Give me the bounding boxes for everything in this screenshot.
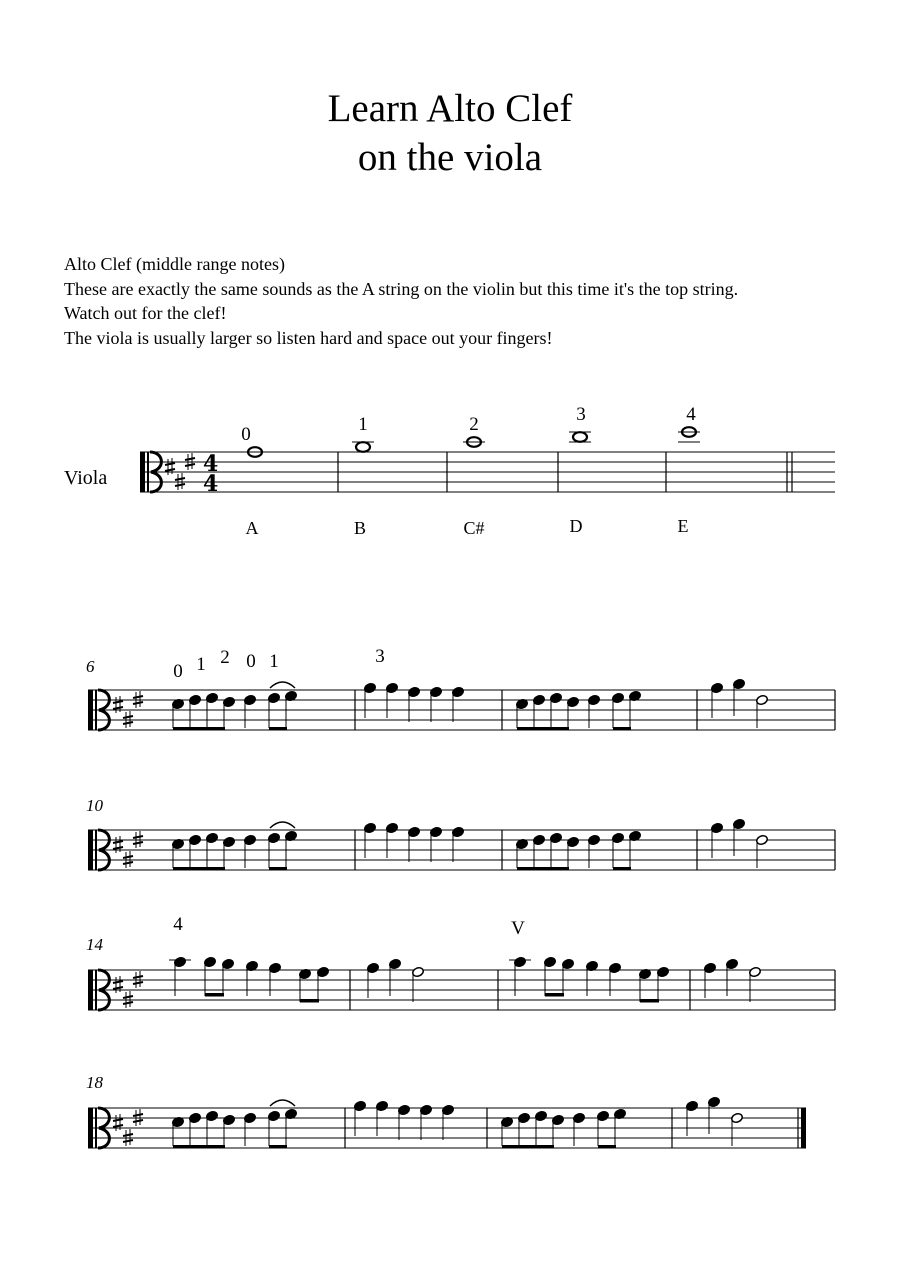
beam	[173, 1145, 225, 1149]
sharp-sign	[113, 847, 123, 849]
sharp-sign	[185, 464, 195, 466]
final-barline	[801, 1108, 806, 1148]
sharp-sign	[133, 982, 143, 984]
alto-clef-bar	[88, 1108, 93, 1148]
fingering-number: 3	[576, 404, 586, 425]
beam	[613, 867, 631, 871]
fingering-number: 0	[241, 424, 251, 445]
sharp-sign	[123, 996, 133, 998]
sharp-sign	[133, 696, 143, 698]
beam	[173, 867, 225, 871]
beam	[613, 727, 631, 731]
sharp-sign	[113, 841, 123, 843]
fingering-number: 3	[375, 646, 385, 667]
sharp-sign	[133, 1114, 143, 1116]
alto-clef-bar	[140, 452, 145, 492]
fingering-number: 0	[246, 651, 256, 672]
alto-clef-bar	[88, 970, 93, 1010]
fingering-number: 1	[269, 651, 279, 672]
sharp-sign	[133, 976, 143, 978]
sharp-sign	[185, 458, 195, 460]
alto-clef-bar	[88, 690, 93, 730]
measure-number: 18	[86, 1073, 103, 1092]
beam	[205, 993, 224, 997]
sharp-sign	[133, 1120, 143, 1122]
measure-number: 10	[86, 796, 103, 815]
beam	[502, 1145, 554, 1149]
alto-clef-bar	[147, 452, 149, 492]
note-name: A	[245, 518, 259, 538]
up-bow-mark: V	[511, 918, 525, 939]
time-sig-bottom: 4	[203, 471, 219, 497]
whole-note	[573, 432, 587, 442]
title-line-1: Learn Alto Clef	[327, 87, 573, 130]
fingering-number: 1	[358, 414, 368, 435]
fingering-number: 4	[686, 404, 696, 425]
measure-number: 14	[86, 935, 103, 954]
beam	[269, 1145, 287, 1149]
sharp-sign	[165, 469, 175, 471]
sharp-sign	[123, 856, 133, 858]
beam	[269, 727, 287, 731]
fingering-number: 4	[173, 914, 183, 935]
sharp-sign	[133, 842, 143, 844]
instrument-label: Viola	[64, 467, 108, 489]
slur	[270, 1100, 295, 1106]
measure-number: 6	[86, 657, 95, 676]
beam	[545, 993, 564, 997]
fingering-number: 2	[469, 414, 479, 435]
intro-line: The viola is usually larger so listen hard and space out your fingers!	[64, 327, 553, 348]
alto-clef-bar	[95, 830, 97, 870]
slur	[270, 682, 295, 688]
fingering-number: 1	[196, 654, 206, 675]
sharp-sign	[123, 1140, 133, 1142]
beam	[173, 727, 225, 731]
time-sig-top: 4	[203, 451, 219, 477]
beam	[517, 867, 569, 871]
whole-note	[356, 442, 370, 452]
intro-line: Watch out for the clef!	[64, 303, 227, 323]
sharp-sign	[175, 484, 185, 486]
note-name: E	[677, 516, 689, 536]
sharp-sign	[123, 1002, 133, 1004]
sharp-sign	[123, 722, 133, 724]
sharp-sign	[113, 987, 123, 989]
title-line-2: on the viola	[357, 136, 543, 179]
sharp-sign	[113, 1125, 123, 1127]
beam	[598, 1145, 616, 1149]
sharp-sign	[123, 1134, 133, 1136]
sharp-sign	[113, 707, 123, 709]
note-name: B	[353, 518, 367, 538]
slur	[270, 822, 295, 828]
beam	[300, 999, 319, 1003]
sharp-sign	[133, 702, 143, 704]
beam	[269, 867, 287, 871]
sharp-sign	[165, 463, 175, 465]
alto-clef-bar	[95, 1108, 97, 1148]
note-name: C#	[463, 518, 485, 538]
alto-clef-bar	[95, 970, 97, 1010]
intro-line: Alto Clef (middle range notes)	[64, 254, 285, 274]
alto-clef-bar	[95, 690, 97, 730]
fingering-number: 2	[220, 647, 230, 668]
intro-line: These are exactly the same sounds as the A string on the violin but this time it's the top string.	[64, 278, 739, 299]
sharp-sign	[113, 981, 123, 983]
sharp-sign	[175, 478, 185, 480]
beam	[640, 999, 659, 1003]
fingering-number: 0	[173, 661, 183, 682]
beam	[517, 727, 569, 731]
sharp-sign	[133, 836, 143, 838]
alto-clef-bar	[88, 830, 93, 870]
sharp-sign	[113, 701, 123, 703]
note-name: D	[569, 516, 583, 536]
sharp-sign	[123, 862, 133, 864]
sharp-sign	[113, 1119, 123, 1121]
sharp-sign	[123, 716, 133, 718]
